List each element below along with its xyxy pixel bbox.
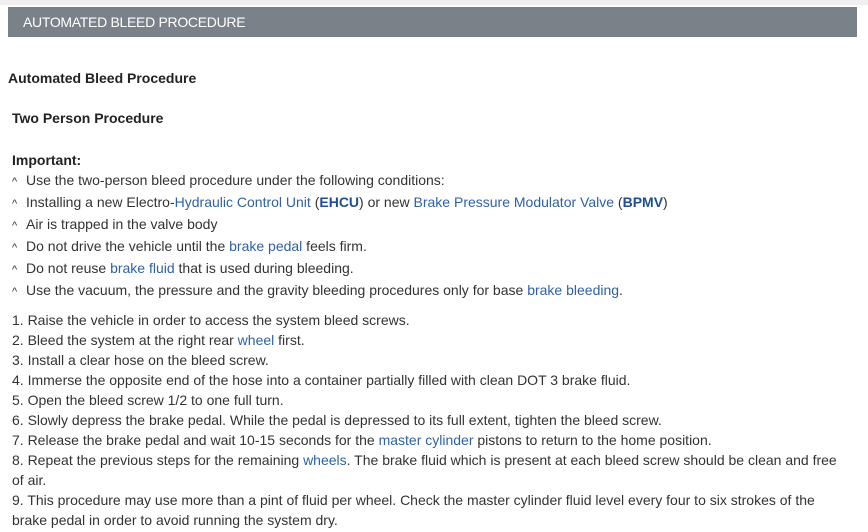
item-text: . <box>619 282 623 298</box>
heading-main: Automated Bleed Procedure <box>8 70 197 86</box>
item-text: Use the vacuum, the pressure and the gravity bleeding procedures only for base <box>26 282 528 298</box>
step-text: . The brake fluid which is present at each bleed screw should be clean and free of air. <box>12 452 837 488</box>
step-item <box>12 490 852 530</box>
step-text: 4. Immerse the opposite end of the hose into a container partially filled with clean DOT 3 brake fluid. <box>12 372 631 388</box>
item-text: Do not reuse <box>26 260 111 276</box>
item-text: feels firm. <box>302 238 367 254</box>
step-item <box>12 350 852 370</box>
step-text: 9. This procedure may use more than a pint of fluid per wheel. Check the master cylinder fluid level every four to six strokes of the brake pedal in order to avoid running the system dry. <box>12 492 815 528</box>
bullet-caret-icon: ^ <box>12 242 18 254</box>
step-text: 5. Open the bleed screw 1/2 to one full turn. <box>12 392 284 408</box>
section-title: AUTOMATED BLEED PROCEDURE <box>23 14 246 30</box>
top-strip <box>0 0 868 5</box>
abbr-bpmv: BPMV <box>622 194 664 210</box>
heading-sub: Two Person Procedure <box>12 110 164 126</box>
list-item <box>12 214 668 236</box>
step-text: 8. Repeat the previous steps for the remaining <box>12 452 304 468</box>
steps-list <box>12 310 852 530</box>
item-text: ( <box>310 194 320 210</box>
item-text: that is used during bleeding. <box>174 260 354 276</box>
step-item <box>12 390 852 410</box>
bullet-caret-icon: ^ <box>12 198 18 210</box>
step-text: 7. Release the brake pedal and wait 10-15 seconds for the <box>12 432 379 448</box>
step-text: pistons to return to the home position. <box>473 432 712 448</box>
step-item <box>12 330 852 350</box>
item-text: Do not drive the vehicle until the <box>26 238 230 254</box>
link-wheel[interactable]: wheel <box>237 332 275 348</box>
link-brake-fluid[interactable]: brake fluid <box>110 260 175 276</box>
item-text: Use the two-person bleed procedure under the following conditions: <box>26 172 445 188</box>
step-text: 2. Bleed the system at the right rear <box>12 332 238 348</box>
item-text: ) or new <box>359 194 414 210</box>
section-header <box>8 7 857 37</box>
list-item <box>12 192 668 214</box>
link-master-cylinder[interactable]: master cylinder <box>378 432 474 448</box>
step-item <box>12 410 852 430</box>
step-text: 1. Raise the vehicle in order to access the system bleed screws. <box>12 312 410 328</box>
item-text: Air is trapped in the valve body <box>26 216 218 232</box>
item-text: ( <box>614 194 623 210</box>
list-item <box>12 280 668 302</box>
step-item <box>12 430 852 450</box>
step-item <box>12 370 852 390</box>
important-label: Important: <box>12 152 82 168</box>
bullet-caret-icon: ^ <box>12 286 18 298</box>
important-list <box>12 170 668 302</box>
step-text: 6. Slowly depress the brake pedal. While the pedal is depressed to its full extent, tighten the bleed screw. <box>12 412 662 428</box>
link-brake-bleeding[interactable]: brake bleeding <box>527 282 620 298</box>
step-item <box>12 450 852 490</box>
list-item <box>12 170 668 192</box>
bullet-caret-icon: ^ <box>12 264 18 276</box>
step-text: first. <box>274 332 305 348</box>
bullet-caret-icon: ^ <box>12 176 18 188</box>
list-item <box>12 258 668 280</box>
list-item <box>12 236 668 258</box>
link-hydraulic-control-unit[interactable]: Hydraulic Control Unit <box>174 194 311 210</box>
link-wheels[interactable]: wheels <box>303 452 347 468</box>
item-text: ) <box>663 194 668 210</box>
link-brake-pressure-modulator-valve[interactable]: Brake Pressure Modulator Valve <box>413 194 615 210</box>
link-brake-pedal[interactable]: brake pedal <box>229 238 303 254</box>
item-text: Installing a new Electro- <box>26 194 175 210</box>
step-item <box>12 310 852 330</box>
abbr-ehcu: EHCU <box>319 194 360 210</box>
step-text: 3. Install a clear hose on the bleed screw. <box>12 352 269 368</box>
bullet-caret-icon: ^ <box>12 220 18 232</box>
